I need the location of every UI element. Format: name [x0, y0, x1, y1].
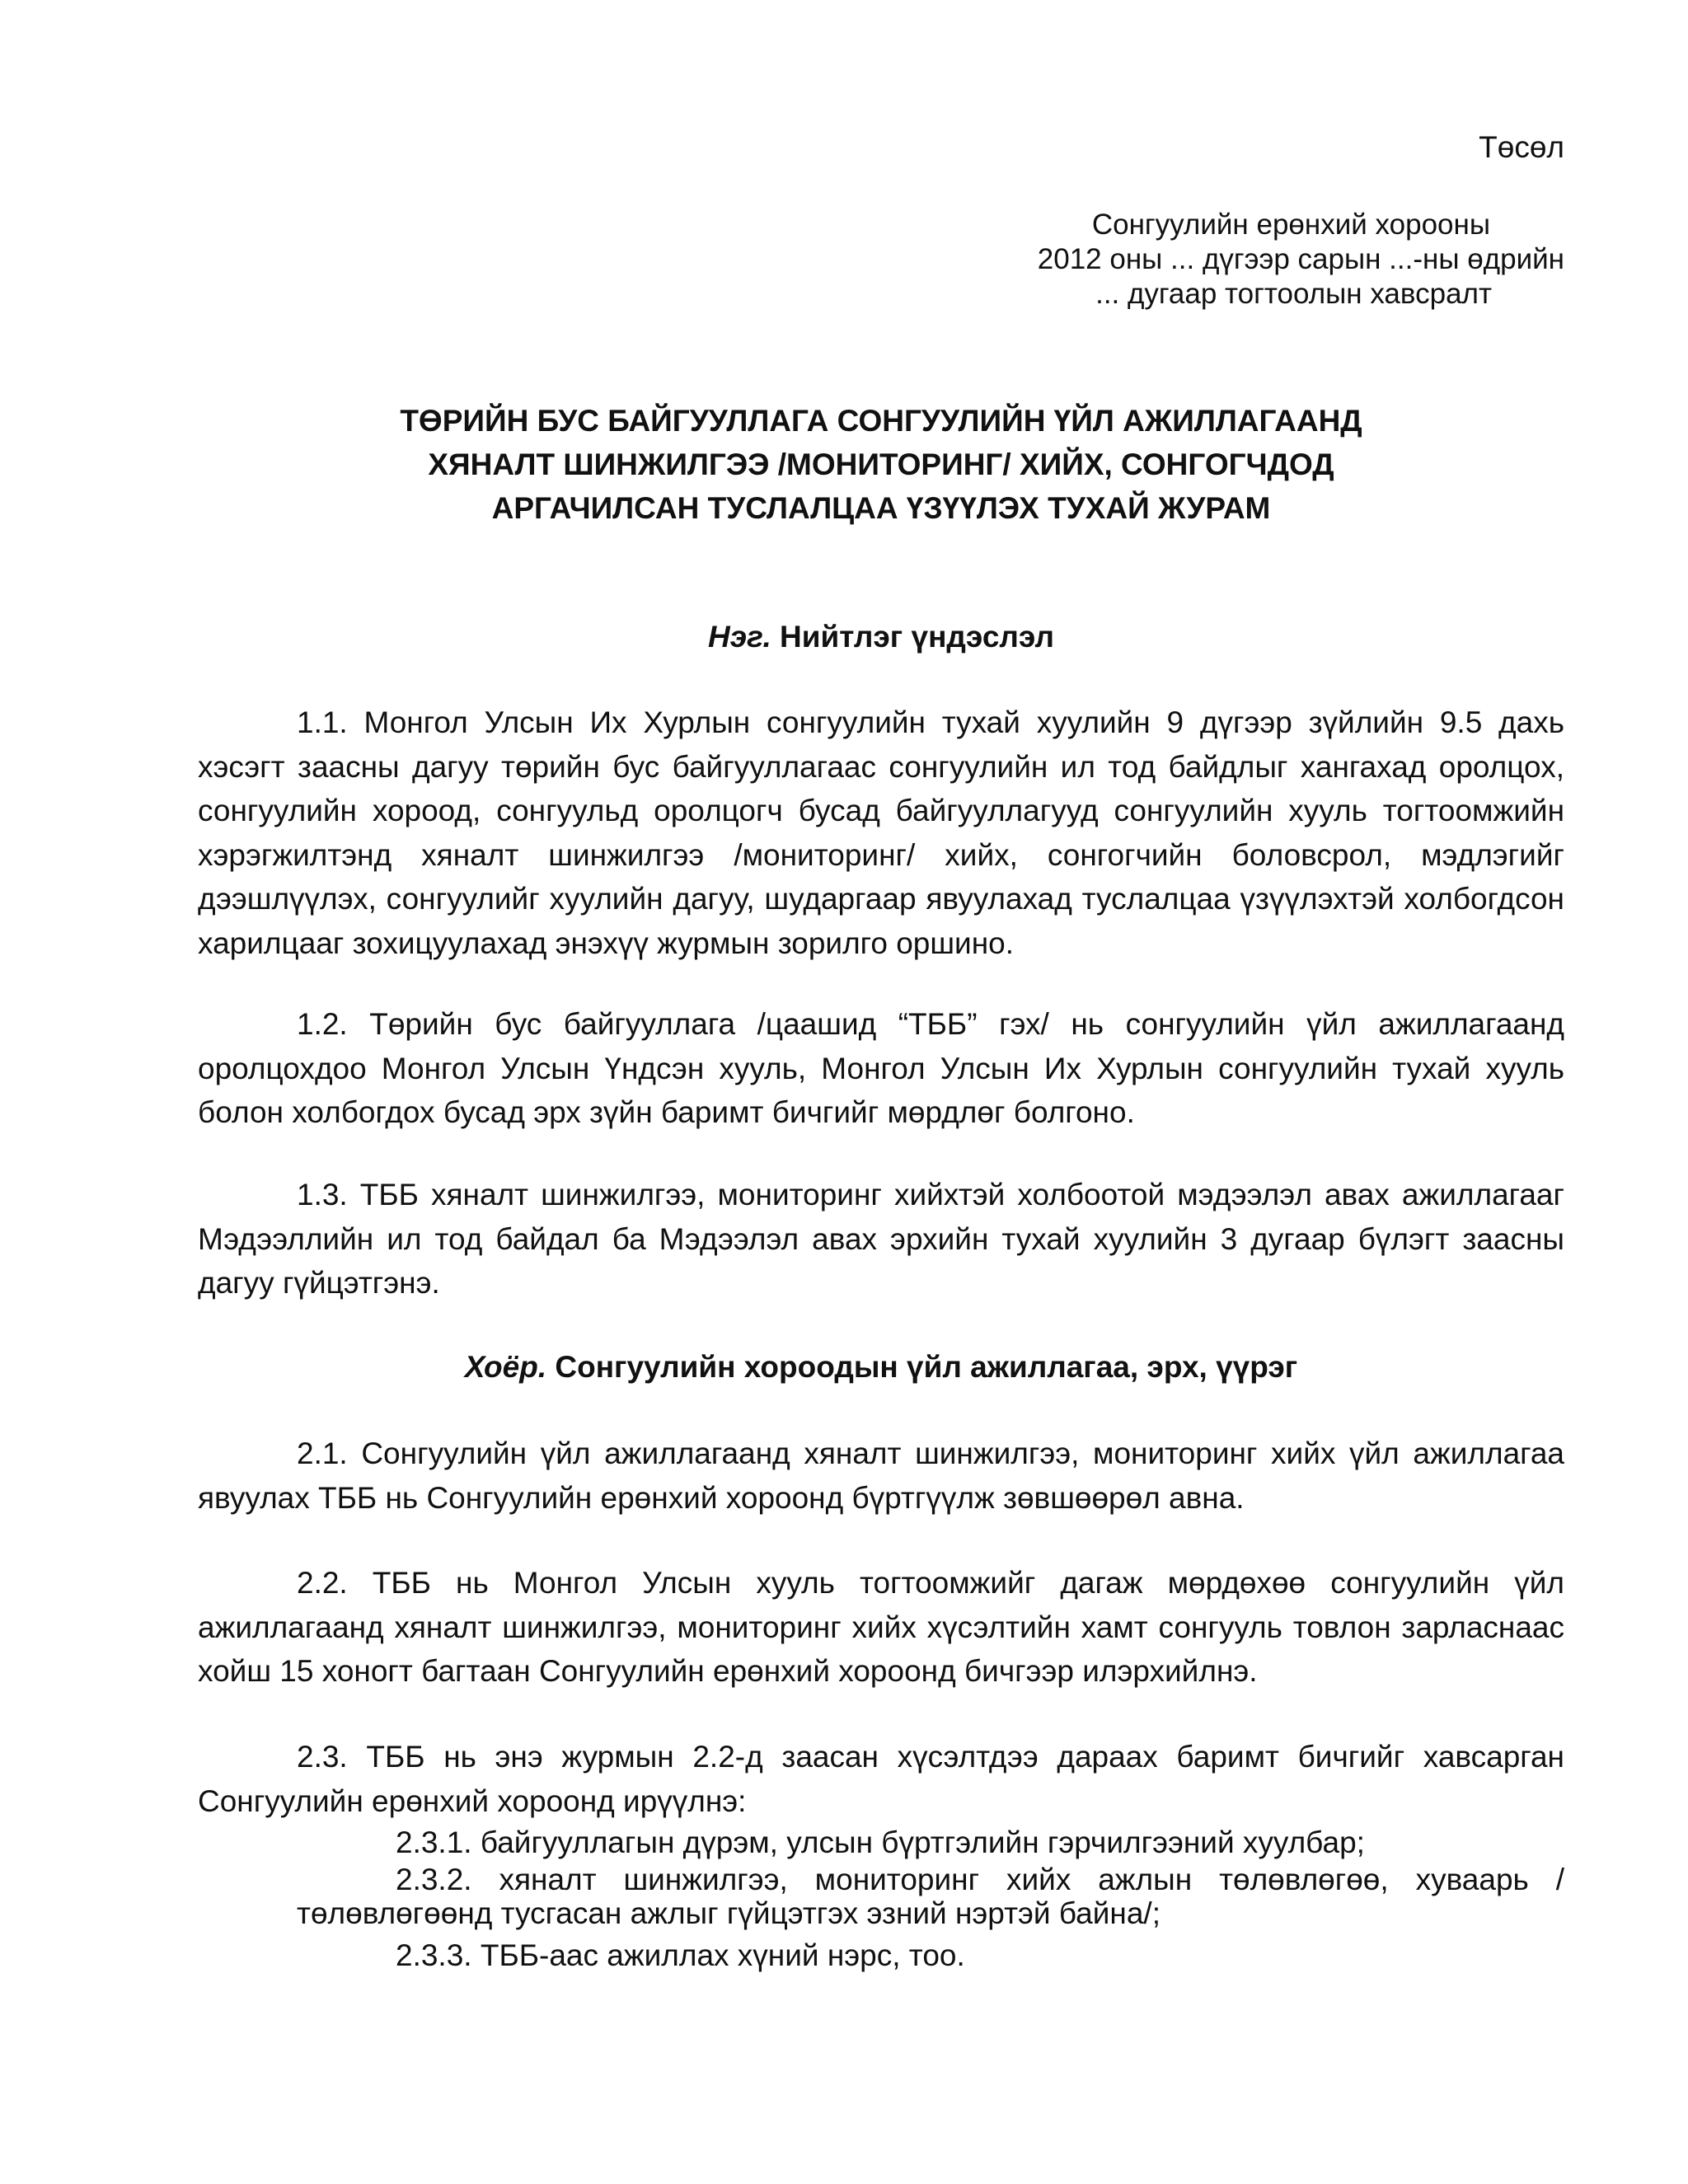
subitem-text: 2.3.3. ТББ-аас ажиллах хүний нэрс, тоо. — [396, 1938, 965, 1972]
annex-reference — [823, 208, 1564, 312]
subitem-2-3-3 — [198, 1938, 1564, 1972]
document-title — [198, 399, 1564, 530]
paragraph-text: 1.3. ТББ хяналт шинжилгээ, мониторинг хийхтэй холбоотой мэдээлэл авах ажиллагааг Мэдээллийн ил тод байдал ба Мэдээлэл авах эрхийн тухай хуулийн 3 дугаар бүлэгт заасны дагуу гүйцэтгэнэ. — [198, 1178, 1564, 1300]
title-line-3: АРГАЧИЛСАН ТУСЛАЛЦАА ҮЗҮҮЛЭХ ТУХАЙ ЖУРАМ — [491, 491, 1271, 525]
title-line-1: ТӨРИЙН БУС БАЙГУУЛЛАГА СОНГУУЛИЙН ҮЙЛ АЖИЛЛАГААНД — [400, 404, 1362, 438]
title-line-2: ХЯНАЛТ ШИНЖИЛГЭЭ /МОНИТОРИНГ/ ХИЙХ, СОНГОГЧДОД — [428, 448, 1334, 481]
paragraph-text: 2.2. ТББ нь Монгол Улсын хууль тогтоомжийг дагаж мөрдөхөө сонгуулийн үйл ажиллагаанд хяналт шинжилгээ, мониторинг хийх хүсэлтийн хамт сонгууль товлон зарласнаас хойш 15 хоногт багтаан Сонгуулийн ерөнхий хороонд бичгээр илэрхийлнэ. — [198, 1566, 1564, 1688]
draft-label: Төсөл — [1479, 130, 1564, 164]
section-2-title: Сонгуулийн хороодын үйл ажиллагаа, эрх, үүрэг — [555, 1350, 1298, 1384]
paragraph-2-3 — [198, 1735, 1564, 1823]
section-1-heading — [198, 620, 1564, 654]
section-1-number: Нэг. — [708, 620, 771, 654]
paragraph-2-2 — [198, 1561, 1564, 1694]
paragraph-text: 1.1. Монгол Улсын Их Хурлын сонгуулийн тухай хуулийн 9 дүгээр зүйлийн 9.5 дахь хэсэгт заасны дагуу төрийн бус байгууллагаас сонгуулийн ил тод байдлыг хангахад оролцох, сонгуулийн хороод, сонгуульд оролцогч бусад байгууллагууд сонгуулийн хууль тогтоомжийн хэрэгжилтэнд хяналт шинжилгээ /мониторинг/ хийх, сонгогчийн боловсрол, мэдлэгийг дээшлүүлэх, сонгуулийг хуулийн дагуу, шударгаар явуулахад туслалцаа үзүүлэхтэй холбогдсон харилцааг зохицуулахад энэхүү журмын зорилго оршино. — [198, 705, 1564, 960]
annex-line-2: 2012 оны ... дүгээр сарын ...-ны өдрийн — [1037, 243, 1564, 275]
section-2-number: Хоёр. — [464, 1350, 547, 1384]
paragraph-1-1 — [198, 701, 1564, 965]
paragraph-text: 1.2. Төрийн бус байгууллага /цаашид “ТББ” гэх/ нь сонгуулийн үйл ажиллагаанд оролцохдоо Монгол Улсын Үндсэн хууль, Монгол Улсын Их Хурлын сонгуулийн тухай хууль болон холбогдох бусад эрх зүйн баримт бичгийг мөрдлөг болгоно. — [198, 1007, 1564, 1129]
subitem-2-3-1 — [198, 1825, 1564, 1859]
subitem-text: 2.3.2. хяналт шинжилгээ, мониторинг хийх ажлын төлөвлөгөө, хуваарь /төлөвлөгөөнд тусгасан ажлыг гүйцэтгэх эзний нэртэй байна/; — [297, 1863, 1564, 1930]
subitem-2-3-2 — [198, 1863, 1564, 1930]
paragraph-1-2 — [198, 1002, 1564, 1135]
section-2-heading — [198, 1350, 1564, 1385]
paragraph-text: 2.1. Сонгуулийн үйл ажиллагаанд хяналт шинжилгээ, мониторинг хийх үйл ажиллагаа явуулах ТББ нь Сонгуулийн ерөнхий хороонд бүртгүүлж зөвшөөрөл авна. — [198, 1436, 1564, 1515]
annex-line-3: ... дугаар тогтоолын хавсралт — [1095, 278, 1492, 310]
paragraph-1-3 — [198, 1173, 1564, 1305]
subitem-text: 2.3.1. байгууллагын дүрэм, улсын бүртгэлийн гэрчилгээний хуулбар; — [396, 1825, 1365, 1859]
paragraph-2-1 — [198, 1432, 1564, 1520]
section-1-title: Нийтлэг үндэслэл — [780, 620, 1054, 654]
paragraph-text: 2.3. ТББ нь энэ журмын 2.2-д заасан хүсэлтдээ дараах баримт бичгийг хавсарган Сонгуулийн ерөнхий хороонд ирүүлнэ: — [198, 1740, 1564, 1818]
annex-line-1: Сонгуулийн ерөнхий хорооны — [1091, 209, 1490, 241]
